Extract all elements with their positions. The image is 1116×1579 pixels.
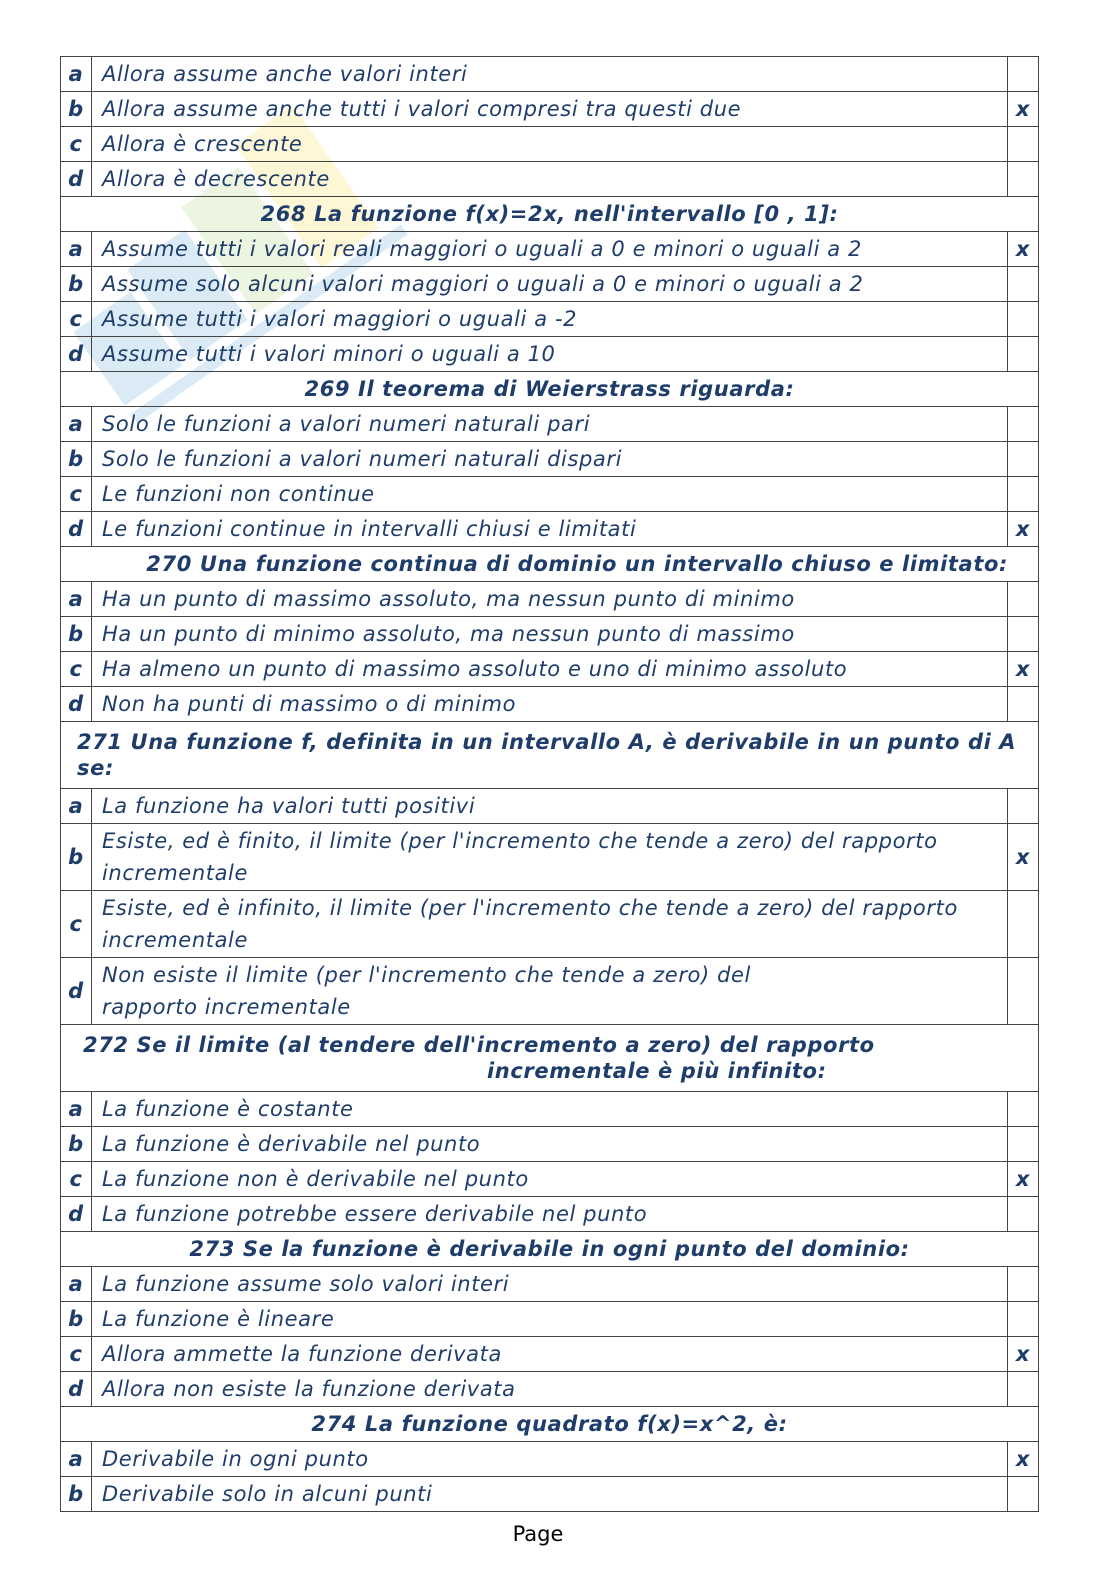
answer-row (61, 824, 1039, 891)
answer-row (61, 1337, 1039, 1372)
answer-letter: c (61, 891, 92, 958)
answer-row (61, 267, 1039, 302)
answer-row (61, 1092, 1039, 1127)
answer-text: La funzione potrebbe essere derivabile nel punto (92, 1197, 1008, 1232)
answer-letter: c (61, 1162, 92, 1197)
answer-mark (1008, 302, 1039, 337)
answer-row (61, 442, 1039, 477)
answer-text: La funzione è costante (92, 1092, 1008, 1127)
answer-row (61, 652, 1039, 687)
answer-mark (1008, 1092, 1039, 1127)
answer-row (61, 1372, 1039, 1407)
question-text: 269 Il teorema di Weierstrass riguarda: (61, 372, 1039, 407)
answer-row (61, 789, 1039, 824)
answer-mark: x (1008, 652, 1039, 687)
answer-mark (1008, 617, 1039, 652)
answer-mark (1008, 582, 1039, 617)
answer-text: Esiste, ed è infinito, il limite (per l'incremento che tende a zero) del rapporto incrementale (92, 891, 1008, 958)
answer-mark (1008, 407, 1039, 442)
answer-letter: d (61, 1197, 92, 1232)
answer-letter: c (61, 302, 92, 337)
answer-row (61, 407, 1039, 442)
answer-letter: c (61, 652, 92, 687)
answer-letter: b (61, 617, 92, 652)
answer-mark (1008, 789, 1039, 824)
answer-row (61, 302, 1039, 337)
answer-text: Assume tutti i valori maggiori o uguali a -2 (92, 302, 1008, 337)
answer-mark (1008, 1477, 1039, 1512)
answer-row (61, 57, 1039, 92)
answer-row (61, 582, 1039, 617)
answer-row (61, 162, 1039, 197)
answer-letter: d (61, 1372, 92, 1407)
answer-text: La funzione non è derivabile nel punto (92, 1162, 1008, 1197)
answer-row (61, 1477, 1039, 1512)
question-row (61, 197, 1039, 232)
answer-text: La funzione è lineare (92, 1302, 1008, 1337)
answer-row (61, 127, 1039, 162)
question-line-2: incrementale è più infinito: (487, 1059, 827, 1083)
answer-letter: d (61, 512, 92, 547)
answer-mark: x (1008, 92, 1039, 127)
answer-text: Allora assume anche valori interi (92, 57, 1008, 92)
answer-letter: d (61, 337, 92, 372)
question-row (61, 722, 1039, 789)
answer-mark (1008, 958, 1039, 1025)
answer-letter: c (61, 477, 92, 512)
answer-letter: a (61, 789, 92, 824)
answer-letter: a (61, 57, 92, 92)
question-text: 270 Una funzione continua di dominio un intervallo chiuso e limitato: (61, 547, 1039, 582)
answer-mark (1008, 442, 1039, 477)
answer-row (61, 687, 1039, 722)
answer-text: Ha un punto di massimo assoluto, ma nessun punto di minimo (92, 582, 1008, 617)
answer-text: Assume tutti i valori minori o uguali a 10 (92, 337, 1008, 372)
answer-row (61, 1162, 1039, 1197)
answer-row (61, 337, 1039, 372)
answer-row (61, 958, 1039, 1025)
answer-text: La funzione ha valori tutti positivi (92, 789, 1008, 824)
quiz-table (60, 56, 1039, 1512)
answer-mark (1008, 891, 1039, 958)
answer-mark (1008, 57, 1039, 92)
answer-letter: b (61, 1477, 92, 1512)
question-text: 268 La funzione f(x)=2x, nell'intervallo [0 , 1]: (61, 197, 1039, 232)
answer-mark (1008, 1267, 1039, 1302)
answer-letter: c (61, 1337, 92, 1372)
answer-mark (1008, 267, 1039, 302)
answer-letter: a (61, 407, 92, 442)
page-footer: Page (512, 1522, 564, 1546)
answer-mark (1008, 1127, 1039, 1162)
answer-text: Esiste, ed è finito, il limite (per l'incremento che tende a zero) del rapporto incrementale (92, 824, 1008, 891)
answer-text: Solo le funzioni a valori numeri naturali pari (92, 407, 1008, 442)
answer-text: Allora non esiste la funzione derivata (92, 1372, 1008, 1407)
question-text (61, 1025, 1039, 1092)
answer-text: Derivabile in ogni punto (92, 1442, 1008, 1477)
question-line-1: 272 Se il limite (al tendere dell'incremento a zero) del rapporto (83, 1033, 875, 1057)
question-row (61, 1407, 1039, 1442)
answer-text: Le funzioni continue in intervalli chiusi e limitati (92, 512, 1008, 547)
answer-letter: d (61, 162, 92, 197)
question-text: 271 Una funzione f, definita in un intervallo A, è derivabile in un punto di A se: (61, 722, 1039, 789)
answer-text: Assume tutti i valori reali maggiori o uguali a 0 e minori o uguali a 2 (92, 232, 1008, 267)
answer-mark (1008, 687, 1039, 722)
question-row (61, 1232, 1039, 1267)
answer-letter: b (61, 1127, 92, 1162)
answer-mark (1008, 1302, 1039, 1337)
answer-row (61, 1127, 1039, 1162)
answer-mark (1008, 127, 1039, 162)
answer-mark (1008, 1197, 1039, 1232)
question-row (61, 372, 1039, 407)
answer-row (61, 512, 1039, 547)
answer-letter: a (61, 1092, 92, 1127)
answer-mark (1008, 337, 1039, 372)
answer-text: Derivabile solo in alcuni punti (92, 1477, 1008, 1512)
answer-letter: a (61, 582, 92, 617)
answer-letter: b (61, 267, 92, 302)
answer-text: Solo le funzioni a valori numeri naturali dispari (92, 442, 1008, 477)
answer-text: La funzione assume solo valori interi (92, 1267, 1008, 1302)
answer-letter: d (61, 687, 92, 722)
answer-mark: x (1008, 1442, 1039, 1477)
answer-mark: x (1008, 824, 1039, 891)
answer-row (61, 1302, 1039, 1337)
answer-text: Allora è crescente (92, 127, 1008, 162)
answer-text: Ha almeno un punto di massimo assoluto e uno di minimo assoluto (92, 652, 1008, 687)
answer-letter: b (61, 1302, 92, 1337)
answer-mark: x (1008, 512, 1039, 547)
answer-letter: c (61, 127, 92, 162)
answer-mark: x (1008, 232, 1039, 267)
answer-letter: d (61, 958, 92, 1025)
answer-mark (1008, 1372, 1039, 1407)
answer-mark (1008, 162, 1039, 197)
answer-letter: b (61, 824, 92, 891)
answer-letter: a (61, 1267, 92, 1302)
question-text: 274 La funzione quadrato f(x)=x^2, è: (61, 1407, 1039, 1442)
answer-letter: a (61, 232, 92, 267)
answer-letter: b (61, 442, 92, 477)
answer-text: La funzione è derivabile nel punto (92, 1127, 1008, 1162)
answer-letter: b (61, 92, 92, 127)
answer-row (61, 891, 1039, 958)
answer-row (61, 232, 1039, 267)
answer-text: Le funzioni non continue (92, 477, 1008, 512)
answer-text: Allora ammette la funzione derivata (92, 1337, 1008, 1372)
question-text: 273 Se la funzione è derivabile in ogni punto del dominio: (61, 1232, 1039, 1267)
answer-mark (1008, 477, 1039, 512)
answer-letter: a (61, 1442, 92, 1477)
answer-mark: x (1008, 1337, 1039, 1372)
answer-row (61, 1197, 1039, 1232)
answer-row (61, 1442, 1039, 1477)
answer-row (61, 617, 1039, 652)
answer-text: Ha un punto di minimo assoluto, ma nessun punto di massimo (92, 617, 1008, 652)
answer-mark: x (1008, 1162, 1039, 1197)
answer-row (61, 1267, 1039, 1302)
answer-text: Non ha punti di massimo o di minimo (92, 687, 1008, 722)
question-row (61, 547, 1039, 582)
answer-row (61, 477, 1039, 512)
answer-text: Allora assume anche tutti i valori compresi tra questi due (92, 92, 1008, 127)
answer-text: Assume solo alcuni valori maggiori o uguali a 0 e minori o uguali a 2 (92, 267, 1008, 302)
answer-row (61, 92, 1039, 127)
question-row (61, 1025, 1039, 1092)
answer-text: Non esiste il limite (per l'incremento che tende a zero) del rapporto incrementale (92, 958, 1008, 1025)
answer-text: Allora è decrescente (92, 162, 1008, 197)
